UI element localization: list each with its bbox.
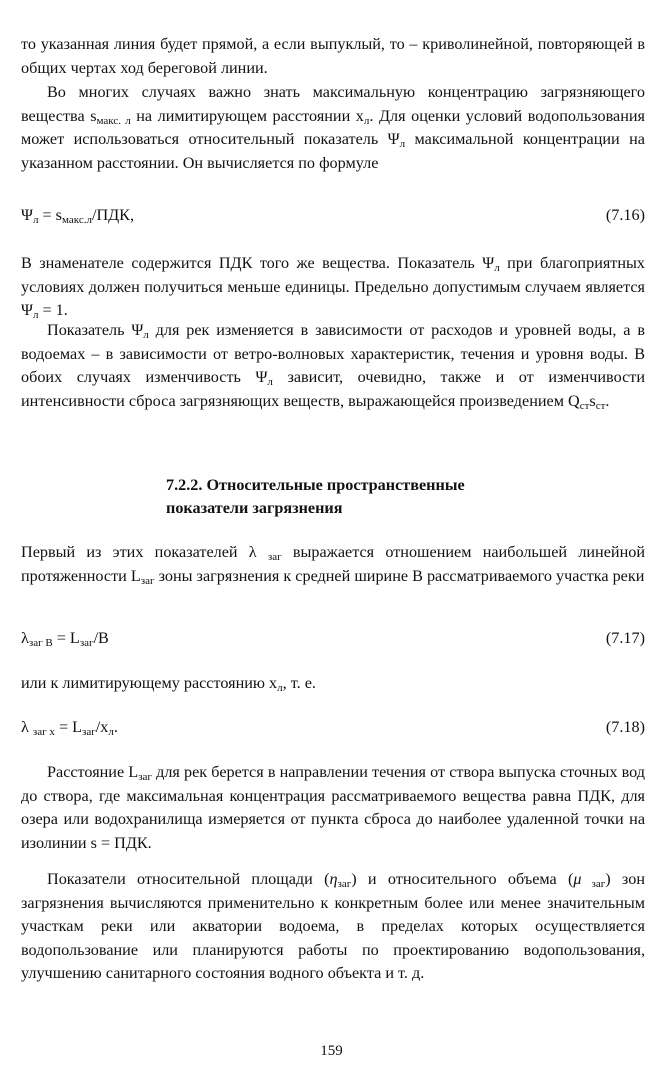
equation-7-17 xyxy=(21,627,645,651)
paragraph-7: Расстояние $L_{заг}$ для рек берется в направлении течения от створа выпуска сточных вод до створа, где максимальная концентрация рассматриваемого вещества равна ПДК, для озера или водохранилища измеряется от пункта сброса до наиболее удаленной точки на изолинии s = ПДК. xyxy=(21,763,645,852)
page-number: 159 xyxy=(320,1043,343,1059)
section-heading-line-2: показатели загрязнения xyxy=(166,499,343,517)
paragraph-1: то указанная линия будет прямой, а если выпуклый, то – криволинейной, повторяющей в общих чертах ход береговой линии. xyxy=(21,35,645,77)
paragraph-5: Первый из этих показателей λ $_{заг}$ выражается отношением наибольшей линейной протяженности $L_{заг}$ зоны загрязнения к средней ширине B рассматриваемого участка реки xyxy=(21,543,645,587)
equation-7-18-number: (7.18) xyxy=(605,718,645,736)
section-heading xyxy=(166,474,606,520)
equation-7-18 xyxy=(21,716,645,740)
paragraph-3: В знаменателе содержится ПДК того же вещества. Показатель $\Psi_л$ при благоприятных условиях должен получиться меньше единицы. Предельно допустимым случаем является $\Psi_л = 1$. xyxy=(21,254,646,322)
paragraph-8: Показатели относительной площади $(\eta_{заг})$ и относительного объема (μ $_{заг}$) зон загрязнения вычисляются применительно к конкретным более или менее значительным участкам реки или акватории водоема, в пределах которых осуществляется водопользование или планируются работы по проектированию водопользования, улучшению санитарного состояния водного объекта и т. д. xyxy=(21,870,645,983)
equation-7-17-number: (7.17) xyxy=(605,629,645,647)
paragraph-4: Показатель $\Psi_л$ для рек изменяется в зависимости от расходов и уровней воды, а в водоемах – в зависимости от ветро-волновых характеристик, течения и уровня воды. В обоих случаях изменчивость $\Psi_л$ зависит, очевидно, также и от изменчивости интенсивности сброса загрязняющих веществ, выражающейся произведением $Q_{ст}s_{ст}$. xyxy=(21,321,645,412)
paragraph-6: или к лимитирующему расстоянию $x_л$, т. е. xyxy=(21,674,316,694)
equation-7-16-number: (7.16) xyxy=(605,206,645,224)
equation-7-17-formula: $\lambda_{заг B} = L_{заг}/B$ xyxy=(21,629,109,649)
equation-7-16 xyxy=(21,204,645,228)
equation-7-18-formula: λ $_{заг x} = L_{заг}/x_л$. xyxy=(21,718,118,738)
section-heading-line-1: 7.2.2. Относительные пространственные xyxy=(166,476,465,494)
equation-7-16-formula: $\Psi_л = s_{макс.л}/ПДК$, xyxy=(21,206,135,226)
paragraph-2: Во многих случаях важно знать максимальную концентрацию загрязняющего вещества $s_{макс. л}$ на лимитирующем расстоянии $x_л$. Для оценки условий водопользования может использоваться относительный показатель $\Psi_л$ максимальной концентрации на указанном расстоянии. Он вычисляется по формуле xyxy=(21,83,646,172)
